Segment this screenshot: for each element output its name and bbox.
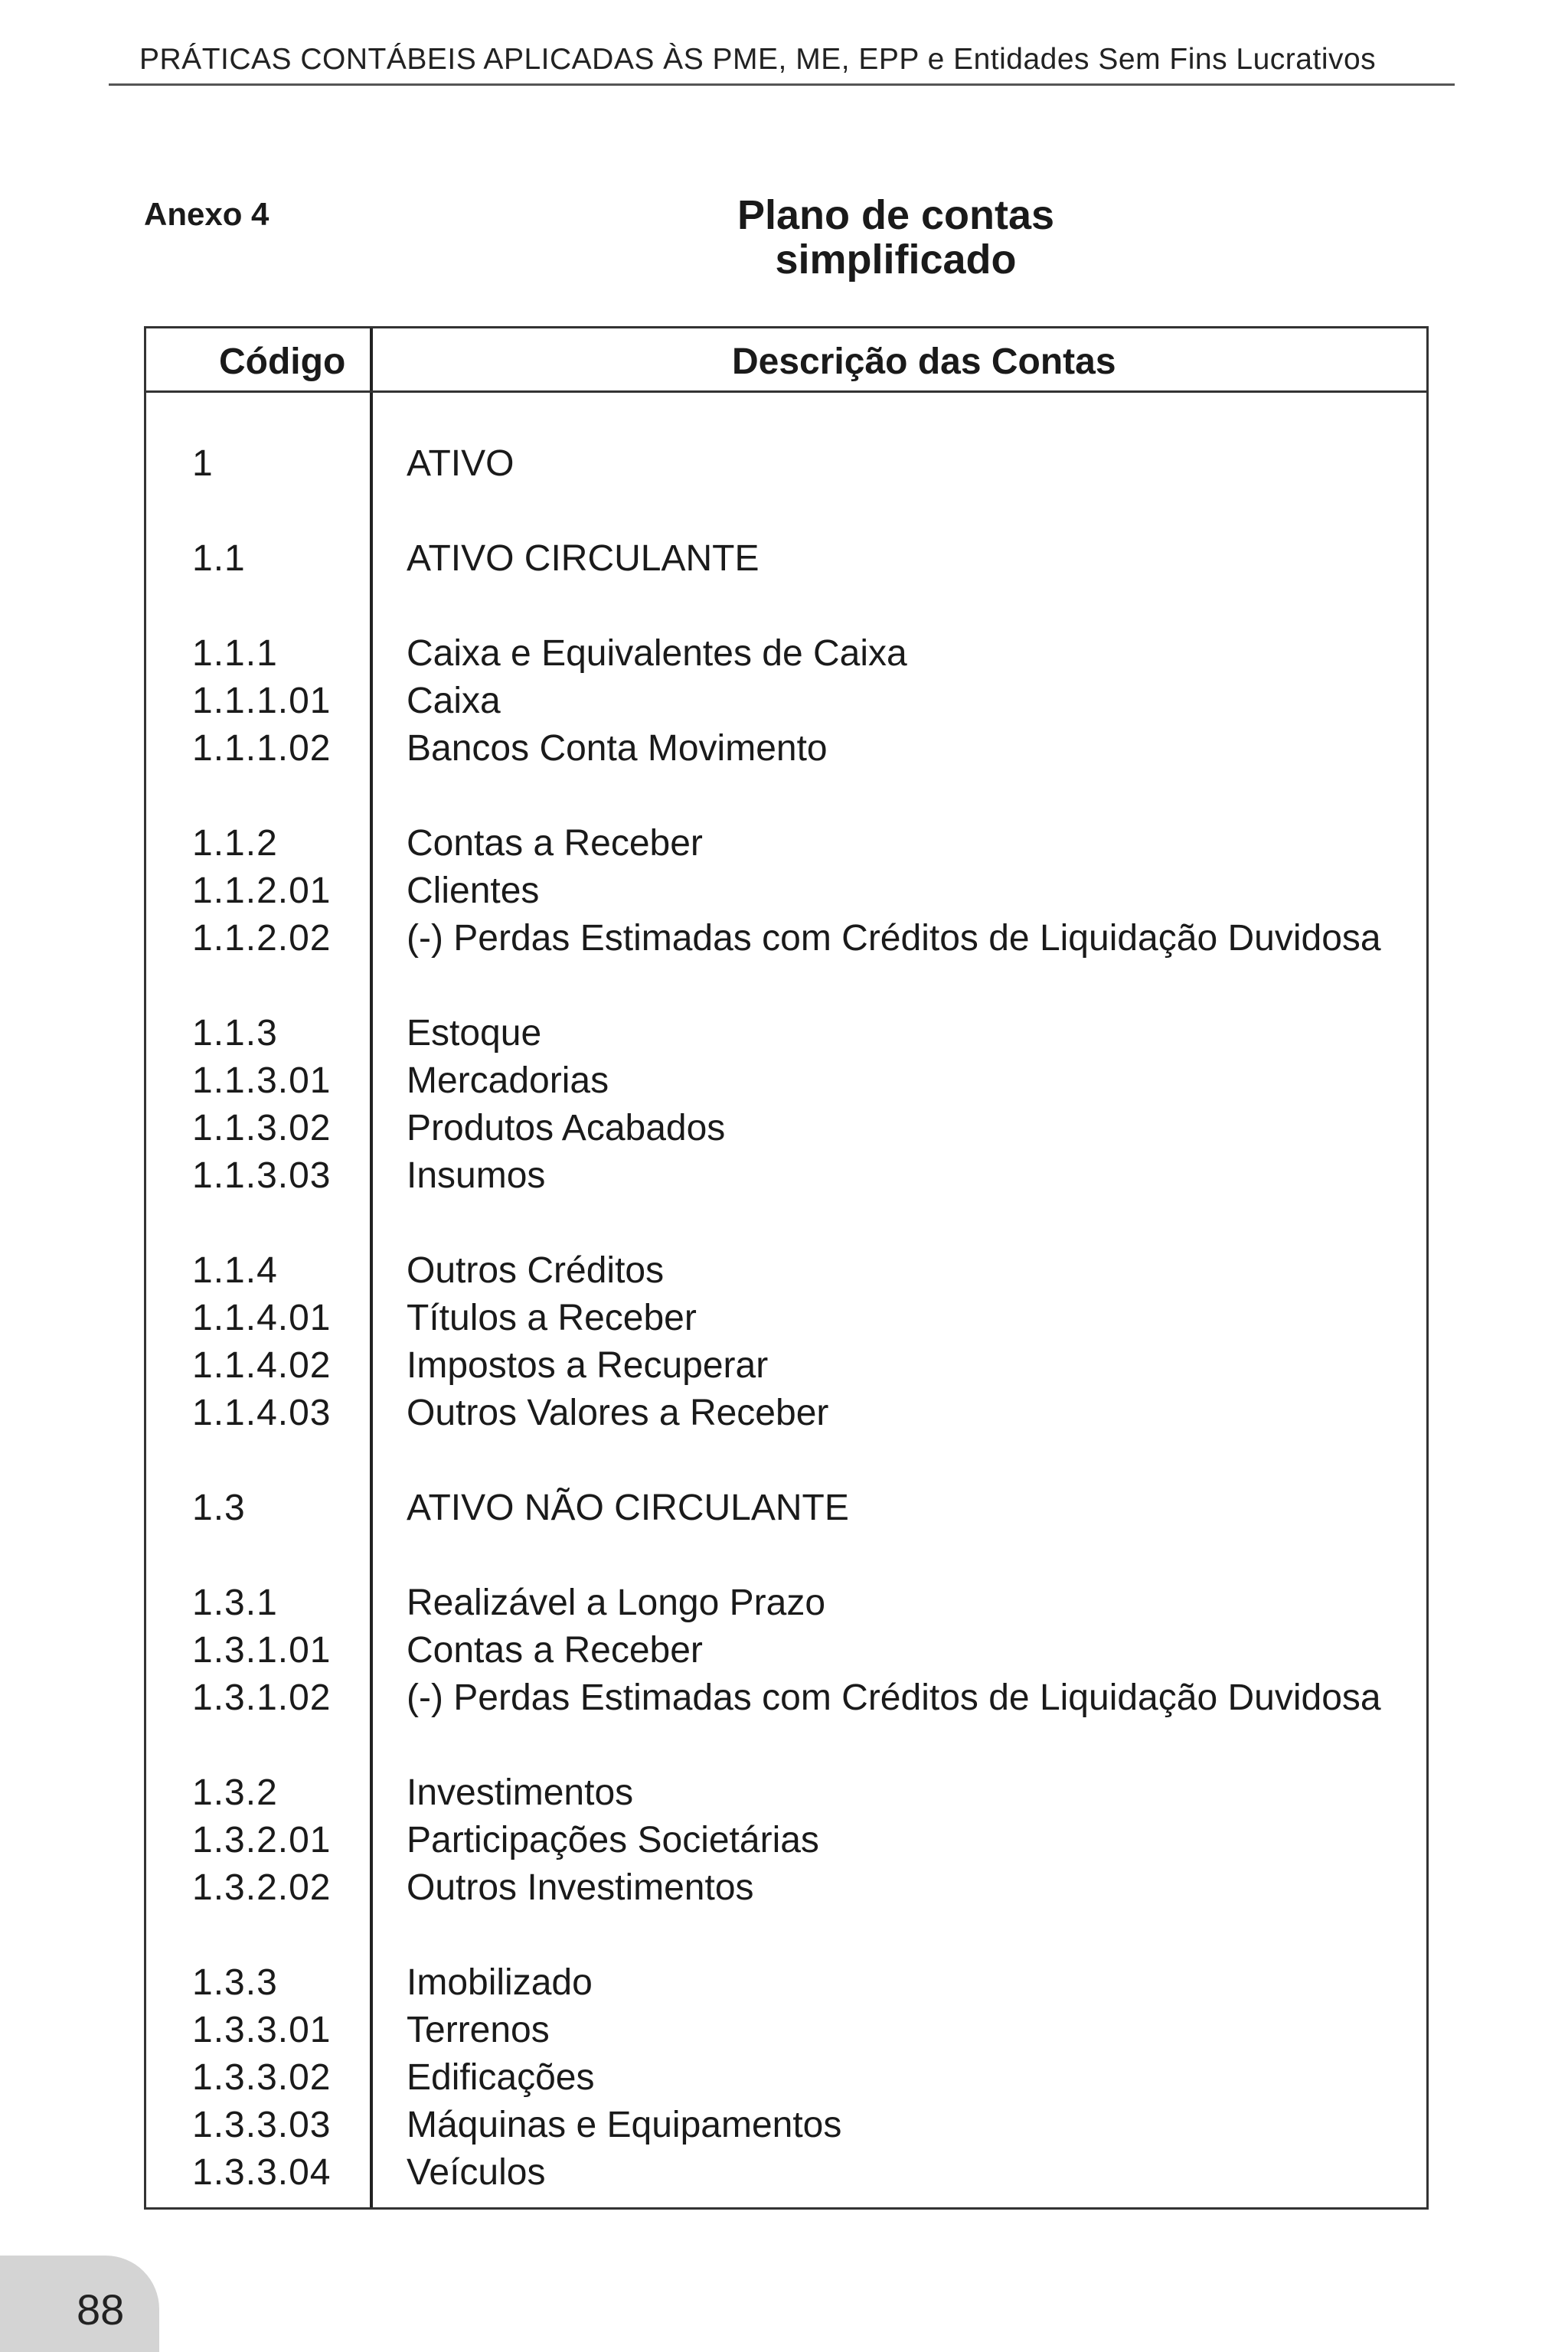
account-description: Bancos Conta Movimento — [407, 728, 828, 769]
account-code: 1.3.1.01 — [192, 1630, 332, 1671]
account-code: 1.1.4.02 — [192, 1345, 332, 1386]
account-code: 1.3 — [192, 1488, 246, 1528]
table-row — [146, 678, 1426, 725]
table-row — [146, 725, 1426, 773]
account-description: Realizável a Longo Prazo — [407, 1583, 826, 1623]
table-row — [146, 1342, 1426, 1390]
annex-label: Anexo 4 — [144, 196, 270, 232]
account-description: Caixa — [407, 681, 501, 721]
table-body — [146, 393, 1426, 2207]
account-code: 1.1.4.03 — [192, 1393, 332, 1433]
account-code: 1.1.3 — [192, 1013, 278, 1054]
table-row — [146, 1627, 1426, 1674]
table-row — [146, 1769, 1426, 1817]
account-code: 1.3.3 — [192, 1962, 278, 2003]
account-code: 1.1.2.02 — [192, 918, 332, 959]
account-description: Títulos a Receber — [407, 1298, 697, 1338]
account-code: 1.3.3.04 — [192, 2152, 332, 2193]
account-description: Estoque — [407, 1013, 542, 1054]
table-row — [146, 2007, 1426, 2054]
table-row — [146, 1247, 1426, 1295]
account-code: 1.1.1 — [192, 633, 278, 674]
chart-of-accounts-table — [144, 326, 1429, 2210]
account-code: 1.3.3.01 — [192, 2010, 332, 2050]
page-title-line-1: Plano de contas — [737, 192, 1055, 238]
table-row — [146, 1485, 1426, 1532]
account-code: 1.3.2.02 — [192, 1867, 332, 1908]
account-description: Terrenos — [407, 2010, 550, 2050]
account-code: 1.3.3.02 — [192, 2057, 332, 2098]
account-description: Caixa e Equivalentes de Caixa — [407, 633, 907, 674]
account-description: Participações Societárias — [407, 1820, 819, 1860]
account-description: Outros Valores a Receber — [407, 1393, 829, 1433]
account-code: 1.1.4.01 — [192, 1298, 332, 1338]
account-description: Investimentos — [407, 1772, 634, 1813]
account-code: 1.3.1.02 — [192, 1677, 332, 1718]
account-code: 1.1.1.01 — [192, 681, 332, 721]
account-description: Contas a Receber — [407, 1630, 703, 1671]
account-code: 1.3.3.03 — [192, 2105, 332, 2145]
account-code: 1.1.2.01 — [192, 871, 332, 911]
account-code: 1.3.2 — [192, 1772, 278, 1813]
account-description: (-) Perdas Estimadas com Créditos de Liquidação Duvidosa — [407, 1677, 1381, 1718]
account-code: 1.1.4 — [192, 1250, 278, 1291]
table-row — [146, 1295, 1426, 1342]
table-row — [146, 440, 1426, 488]
table-row — [146, 1959, 1426, 2007]
table-row — [146, 535, 1426, 583]
table-row — [146, 1057, 1426, 1105]
table-row — [146, 1864, 1426, 1912]
table-row — [146, 2102, 1426, 2149]
account-description: Veículos — [407, 2152, 546, 2193]
account-code: 1.1.3.03 — [192, 1155, 332, 1196]
table-row — [146, 1105, 1426, 1152]
account-description: Impostos a Recuperar — [407, 1345, 769, 1386]
account-description: Imobilizado — [407, 1962, 593, 2003]
account-description: Outros Investimentos — [407, 1867, 754, 1908]
page-title — [612, 193, 1179, 282]
page-title-line-2: simplificado — [775, 237, 1017, 283]
table-row — [146, 1674, 1426, 1722]
account-description: ATIVO NÃO CIRCULANTE — [407, 1488, 849, 1528]
table-row — [146, 1152, 1426, 1200]
account-description: Outros Créditos — [407, 1250, 665, 1291]
account-code: 1.1.3.02 — [192, 1108, 332, 1148]
table-row — [146, 2054, 1426, 2102]
account-description: Edificações — [407, 2057, 595, 2098]
account-description: ATIVO — [407, 443, 514, 484]
table-row — [146, 1390, 1426, 1437]
running-header — [109, 28, 1455, 86]
account-code: 1.1.3.01 — [192, 1060, 332, 1101]
account-description: Máquinas e Equipamentos — [407, 2105, 842, 2145]
table-row — [146, 2149, 1426, 2197]
account-code: 1.1.1.02 — [192, 728, 332, 769]
table-row — [146, 820, 1426, 867]
table-row — [146, 1010, 1426, 1057]
account-code: 1.3.2.01 — [192, 1820, 332, 1860]
account-description: Clientes — [407, 871, 540, 911]
table-row — [146, 630, 1426, 678]
page-number-tab — [0, 2256, 159, 2352]
account-description: ATIVO CIRCULANTE — [407, 538, 760, 579]
account-code: 1.1.2 — [192, 823, 278, 864]
column-header-description: Descrição das Contas — [732, 341, 1116, 382]
account-code: 1.3.1 — [192, 1583, 278, 1623]
running-header-title: PRÁTICAS CONTÁBEIS APLICADAS ÀS PME, ME, EPP e Entidades Sem Fins Lucrativos — [139, 43, 1377, 76]
column-header-code: Código — [219, 341, 346, 382]
account-description: Produtos Acabados — [407, 1108, 726, 1148]
page-number: 88 — [77, 2285, 125, 2334]
account-description: Contas a Receber — [407, 823, 703, 864]
account-code: 1 — [192, 443, 214, 484]
account-code: 1.1 — [192, 538, 246, 579]
table-row — [146, 1579, 1426, 1627]
account-description: Mercadorias — [407, 1060, 609, 1101]
table-row — [146, 915, 1426, 962]
account-description: (-) Perdas Estimadas com Créditos de Liquidação Duvidosa — [407, 918, 1381, 959]
table-header — [146, 328, 1426, 393]
account-description: Insumos — [407, 1155, 546, 1196]
table-row — [146, 867, 1426, 915]
table-row — [146, 1817, 1426, 1864]
